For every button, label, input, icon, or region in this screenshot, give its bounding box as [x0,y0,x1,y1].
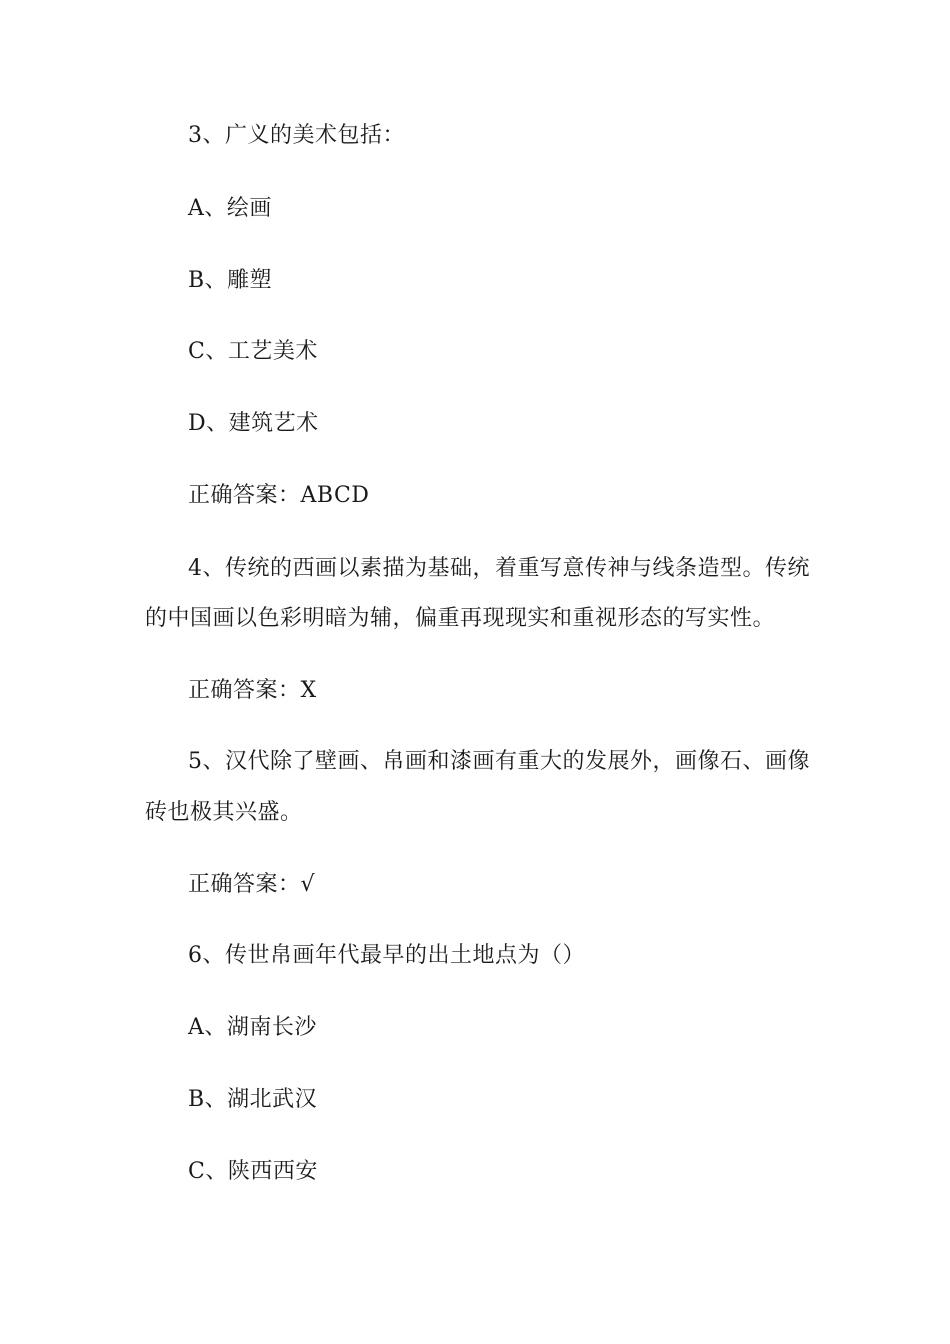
question-4-line-2: 的中国画以色彩明暗为辅，偏重再现现实和重视形态的写实性。 [145,606,776,631]
question-6-text: 6、传世帛画年代最早的出土地点为（） [188,943,585,968]
answer-5: 正确答案：√ [188,872,316,897]
option-c: C、工艺美术 [188,339,318,364]
option-a-6: A、湖南长沙 [188,1015,317,1040]
option-b-6: B、湖北武汉 [188,1087,318,1112]
question-5-line-2: 砖也极其兴盛。 [145,800,303,825]
option-d: D、建筑艺术 [188,411,319,436]
question-4-line-1: 4、传统的西画以素描为基础，着重写意传神与线条造型。传统 [188,556,810,581]
question-5-line-1: 5、汉代除了壁画、帛画和漆画有重大的发展外，画像石、画像 [188,749,810,774]
question-3-text: 3、广义的美术包括： [188,123,405,148]
answer-4: 正确答案：X [188,678,317,703]
answer-3: 正确答案：ABCD [188,483,370,508]
option-a: A、绘画 [188,196,272,221]
option-b: B、雕塑 [188,268,273,293]
option-c-6: C、陕西西安 [188,1159,318,1184]
